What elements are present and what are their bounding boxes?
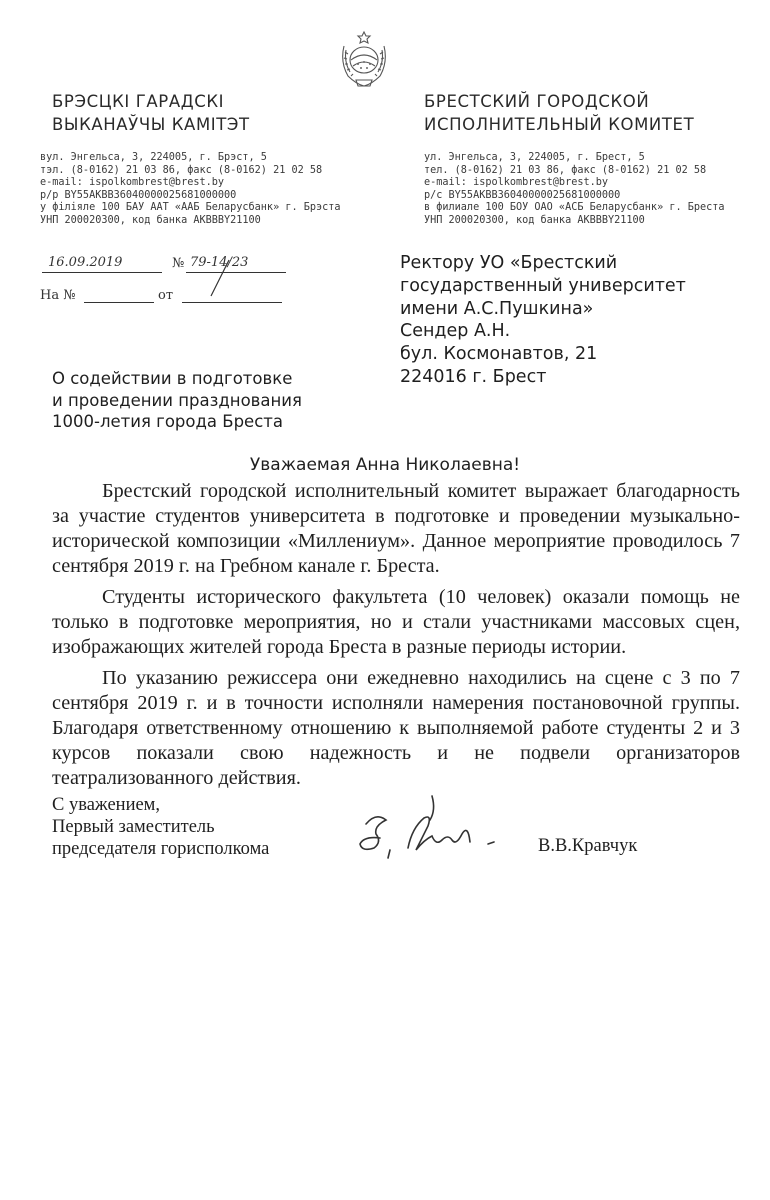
body-paragraph: Студенты исторического факультета (10 человек) оказали помощь не только в подготовке мероприятия, но и стали участниками массовых сцен, изображающих жителей города Бреста в разные периоды истории. [52, 586, 740, 658]
org-info-line: УНП 200020300, код банка AKBBBY21100 [424, 214, 645, 226]
subject-line: О содействии в подготовке [52, 369, 293, 388]
closing-line: С уважением, [52, 795, 161, 815]
from-label: от [158, 288, 174, 303]
addressee-line: государственный университет [400, 275, 686, 296]
greeting: Уважаемая Анна Николаевна! [249, 455, 521, 475]
number-underline [186, 272, 286, 273]
registration-line [40, 251, 290, 275]
signatory-name: В.В.Кравчук [538, 836, 638, 856]
org-title-line: БРЭСЦКІ ГАРАДСКІ [52, 92, 225, 111]
org-info-line: e-mail: ispolkombrest@brest.by [424, 177, 609, 189]
reference-line [40, 286, 290, 308]
org-info-line: вул. Энгельса, 3, 224005, г. Брэст, 5 [40, 152, 267, 163]
org-info-ru [424, 152, 725, 228]
org-title-line: ВЫКАНАЎЧЫ КАМІТЭТ [52, 115, 250, 134]
org-info-line: р/с BY55AKBB36040000025681000000 [424, 189, 621, 201]
body-paragraph: Брестский городской исполнительный комитет выражает благодарность за участие студентов университета в подготовке и проведении музыкально-исторической композиции «Миллениум». Данное мероприятие проводилось 7 сентября 2019 г. на Гребном канале г. Бреста. [52, 480, 740, 577]
org-title-by [52, 90, 250, 136]
org-info-line: тэл. (8-0162) 21 03 86, факс (8-0162) 21 02 58 [40, 164, 323, 176]
registration-date: 16.09.2019 [48, 255, 123, 270]
addressee-line: Сендер А.Н. [400, 321, 511, 342]
org-title-line: ИСПОЛНИТЕЛЬНЫЙ КОМИТЕТ [424, 115, 695, 134]
addressee-line: Ректору УО «Брестский [400, 253, 618, 273]
subject-line: 1000-летия города Бреста [52, 412, 283, 431]
body-paragraph: По указанию режиссера они ежедневно находились на сцене с 3 по 7 сентября 2019 г. и в точности исполняли намерения постановочной группы. Благодаря ответственному отношению к выполняемой работе студенты 2 и 3 курсов показали свою надежность и не подвели организаторов театрализованного действия. [52, 667, 740, 789]
registration-number-label: № [172, 256, 185, 271]
org-title-ru [424, 90, 694, 136]
org-title-line: БРЕСТСКИЙ ГОРОДСКОЙ [424, 92, 650, 111]
registration-number: 79-14/23 [190, 255, 249, 270]
date-underline [42, 272, 162, 273]
org-info-line: e-mail: ispolkombrest@brest.by [40, 177, 225, 189]
handwritten-slash-mark [205, 258, 235, 298]
org-info-line: в филиале 100 БОУ ОАО «АСБ Беларусбанк» г. Бреста [424, 202, 725, 214]
from-underline [182, 302, 282, 303]
org-info-line: УНП 200020300, код банка AKBBBY21100 [40, 214, 261, 226]
handwritten-signature [352, 790, 512, 870]
subject-block [52, 368, 302, 433]
org-info-line: р/р BY55AKBB36040000025681000000 [40, 189, 237, 201]
letter-body [52, 479, 740, 797]
reference-label: На № [40, 288, 76, 303]
addressee-line: бул. Космонавтов, 21 [400, 344, 598, 365]
addressee-line: 224016 г. Брест [400, 366, 547, 387]
subject-line: и проведении празднования [52, 390, 302, 410]
org-info-by [40, 152, 341, 228]
org-info-line: тел. (8-0162) 21 03 86, факс (8-0162) 21 02 58 [424, 164, 707, 176]
closing-block [52, 794, 269, 860]
reference-underline [84, 302, 154, 303]
org-info-line: у філіяле 100 БАУ ААТ «ААБ Беларусбанк» г. Брэста [40, 202, 341, 214]
org-info-line: ул. Энгельса, 3, 224005, г. Брест, 5 [424, 152, 645, 163]
addressee-block [400, 252, 686, 389]
closing-line: председателя горисполкома [52, 839, 270, 859]
addressee-line: имени А.С.Пушкина» [400, 298, 594, 319]
closing-line: Первый заместитель [52, 817, 215, 837]
state-emblem-icon [338, 28, 390, 90]
